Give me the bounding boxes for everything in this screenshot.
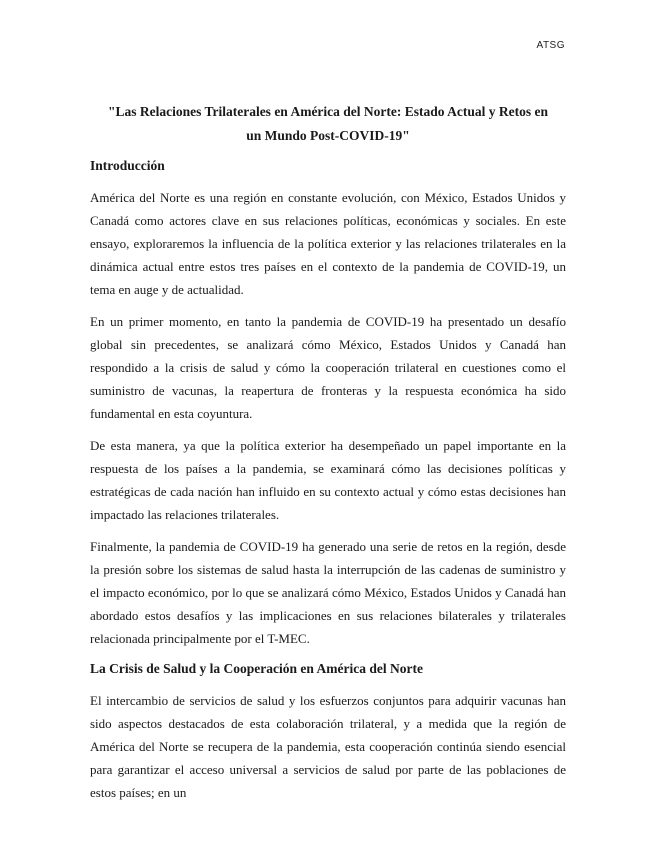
paragraph: Finalmente, la pandemia de COVID-19 ha generado una serie de retos en la región, desde la presión sobre los sistemas de salud hasta la interrupción de las cadenas de suministro y el impacto económico, por lo que se analizará cómo México, Estados Unidos y Canadá han abordado estos desafíos y las implicaciones en sus relaciones bilaterales y trilaterales relacionada principalmente por el T-MEC. [90,539,566,646]
paragraph: De esta manera, ya que la política exterior ha desempeñado un papel importante en la respuesta de los países a la pandemia, se examinará cómo las decisiones políticas y estratégicas de cada nación han influido en su contexto actual y cómo estas decisiones han impactado las relaciones trilaterales. [90,438,566,522]
paragraph: América del Norte es una región en constante evolución, con México, Estados Unidos y Canadá como actores clave en sus relaciones políticas, económicas y sociales. En este ensayo, exploraremos la influencia de la política exterior y las relaciones trilaterales en la dinámica actual entre estos tres países en el contexto de la pandemia de COVID-19, un tema en auge y de actualidad. [90,190,566,297]
section-heading-crisis-de-salud: La Crisis de Salud y la Cooperación en América del Norte [90,661,423,676]
paragraph: En un primer momento, en tanto la pandemia de COVID-19 ha presentado un desafío global sin precedentes, se analizará cómo México, Estados Unidos y Canadá han respondido a la crisis de salud y cómo la cooperación trilateral en cuestiones como el suministro de vacunas, la reapertura de fronteras y la respuesta económica ha sido fundamental en esta coyuntura. [90,314,566,421]
section-heading-introduccion: Introducción [90,158,165,173]
paragraph: El intercambio de servicios de salud y los esfuerzos conjuntos para adquirir vacunas han sido aspectos destacados de esta colaboración trilateral, y a medida que la región de América del Norte se recupera de la pandemia, esta cooperación continúa siendo esencial para garantizar el acceso universal a servicios de salud por parte de las poblaciones de estos países; en un [90,693,566,800]
running-header: ATSG [536,40,565,51]
document-body [90,100,566,813]
document-title: "Las Relaciones Trilaterales en América del Norte: Estado Actual y Retos en un Mundo Post-COVID-19" [107,104,549,143]
